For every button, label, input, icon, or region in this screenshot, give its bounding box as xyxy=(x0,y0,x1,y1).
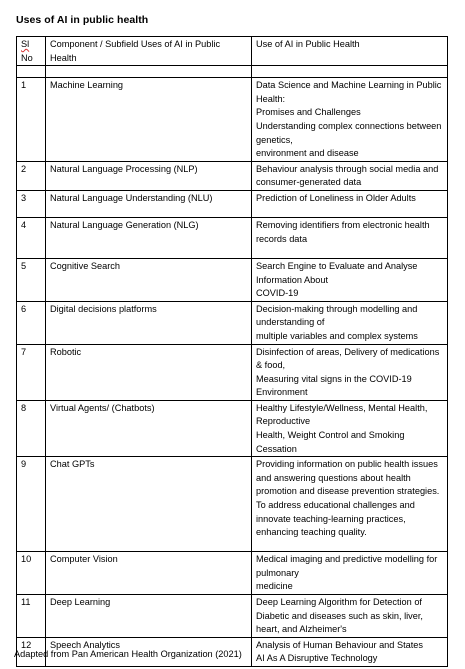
component-cell: Computer Vision xyxy=(46,552,252,595)
spacer-cell xyxy=(252,66,448,78)
use-cell xyxy=(252,637,448,666)
use-line: AI As A Disruptive Technology xyxy=(256,653,378,664)
row-number: 8 xyxy=(17,400,46,456)
row-number: 6 xyxy=(17,301,46,344)
source-note: Adapted from Pan American Health Organization (2021) xyxy=(14,649,242,659)
use-cell xyxy=(252,595,448,638)
row-number: 5 xyxy=(17,258,46,301)
component-cell: Natural Language Processing (NLP) xyxy=(46,161,252,190)
row-number: 2 xyxy=(17,161,46,190)
table-row xyxy=(17,400,448,456)
use-line: To address educational challenges and innovate teaching-learning practices, enhancing teaching quality. xyxy=(256,500,415,538)
component-cell: Cognitive Search xyxy=(46,258,252,301)
document-title: Uses of AI in public health xyxy=(16,14,149,26)
use-cell xyxy=(252,258,448,301)
row-number: 12 xyxy=(17,637,46,666)
use-line: Deep Learning Algorithm for Detection of Diabetic and diseases such as skin, liver, heart, and Alzheimer's xyxy=(256,597,423,635)
use-cell xyxy=(252,78,448,162)
row-number: 4 xyxy=(17,217,46,258)
component-cell: Digital decisions platforms xyxy=(46,301,252,344)
use-line: Analysis of Human Behaviour and States xyxy=(256,639,423,650)
header-component: Component / Subfield Uses of AI in Public Health xyxy=(46,37,252,66)
use-cell xyxy=(252,457,448,552)
table-row xyxy=(17,457,448,552)
use-cell xyxy=(252,552,448,595)
use-cell xyxy=(252,344,448,400)
spacer-row xyxy=(17,66,448,78)
table-row xyxy=(17,78,448,162)
use-line: Disinfection of areas, Delivery of medications & food, xyxy=(256,346,440,371)
use-line: Promises and Challenges xyxy=(256,107,361,118)
table-row xyxy=(17,217,448,258)
use-cell xyxy=(252,217,448,258)
use-line: Removing identifiers from electronic health records data xyxy=(256,219,430,244)
component-cell: Natural Language Generation (NLG) xyxy=(46,217,252,258)
row-number: 9 xyxy=(17,457,46,552)
spacer-cell xyxy=(17,66,46,78)
row-number: 7 xyxy=(17,344,46,400)
header-use: Use of AI in Public Health xyxy=(252,37,448,66)
header-no-label: No xyxy=(21,52,33,63)
use-cell xyxy=(252,301,448,344)
use-line: Data Science and Machine Learning in Public Health: xyxy=(256,80,442,104)
table-row xyxy=(17,344,448,400)
table-row xyxy=(17,161,448,190)
use-cell xyxy=(252,161,448,190)
spacer-cell xyxy=(46,66,252,78)
use-line: Decision-making through modelling and understanding of xyxy=(256,303,418,328)
use-line: Health, Weight Control and Smoking Cessation xyxy=(256,430,405,454)
header-sl-no xyxy=(17,37,46,66)
table-row xyxy=(17,301,448,344)
use-line: Medical imaging and predictive modelling for pulmonary xyxy=(256,554,438,578)
use-line: Search Engine to Evaluate and Analyse Information About xyxy=(256,260,418,285)
row-number: 10 xyxy=(17,552,46,595)
use-cell xyxy=(252,190,448,217)
table-row xyxy=(17,595,448,638)
row-number: 11 xyxy=(17,595,46,638)
component-cell: Deep Learning xyxy=(46,595,252,638)
row-number: 1 xyxy=(17,78,46,162)
use-line: Measuring vital signs in the COVID-19 Environment xyxy=(256,373,412,398)
component-cell: Speech Analytics xyxy=(46,637,252,666)
component-cell: Chat GPTs xyxy=(46,457,252,552)
use-line: Behaviour analysis through social media and consumer-generated data xyxy=(256,163,439,188)
use-line: Prediction of Loneliness in Older Adults xyxy=(256,192,416,203)
component-cell: Natural Language Understanding (NLU) xyxy=(46,190,252,217)
row-number: 3 xyxy=(17,190,46,217)
ai-uses-table xyxy=(16,36,448,667)
use-line: Healthy Lifestyle/Wellness, Mental Health, Reproductive xyxy=(256,402,428,427)
use-line: Understanding complex connections between genetics, xyxy=(256,120,442,145)
table-row xyxy=(17,258,448,301)
component-cell: Virtual Agents/ (Chatbots) xyxy=(46,400,252,456)
table-row xyxy=(17,190,448,217)
table-row xyxy=(17,552,448,595)
component-cell: Machine Learning xyxy=(46,78,252,162)
use-line: COVID-19 xyxy=(256,288,299,299)
use-line: medicine xyxy=(256,581,293,592)
component-cell: Robotic xyxy=(46,344,252,400)
header-row xyxy=(17,37,448,66)
use-line: multiple variables and complex systems xyxy=(256,330,418,341)
use-cell xyxy=(252,400,448,456)
header-sl-label: Sl xyxy=(21,39,30,49)
use-line: environment and disease xyxy=(256,148,359,159)
use-line: Providing information on public health issues and answering questions about health promotion and disease prevention strategies. xyxy=(256,459,440,497)
